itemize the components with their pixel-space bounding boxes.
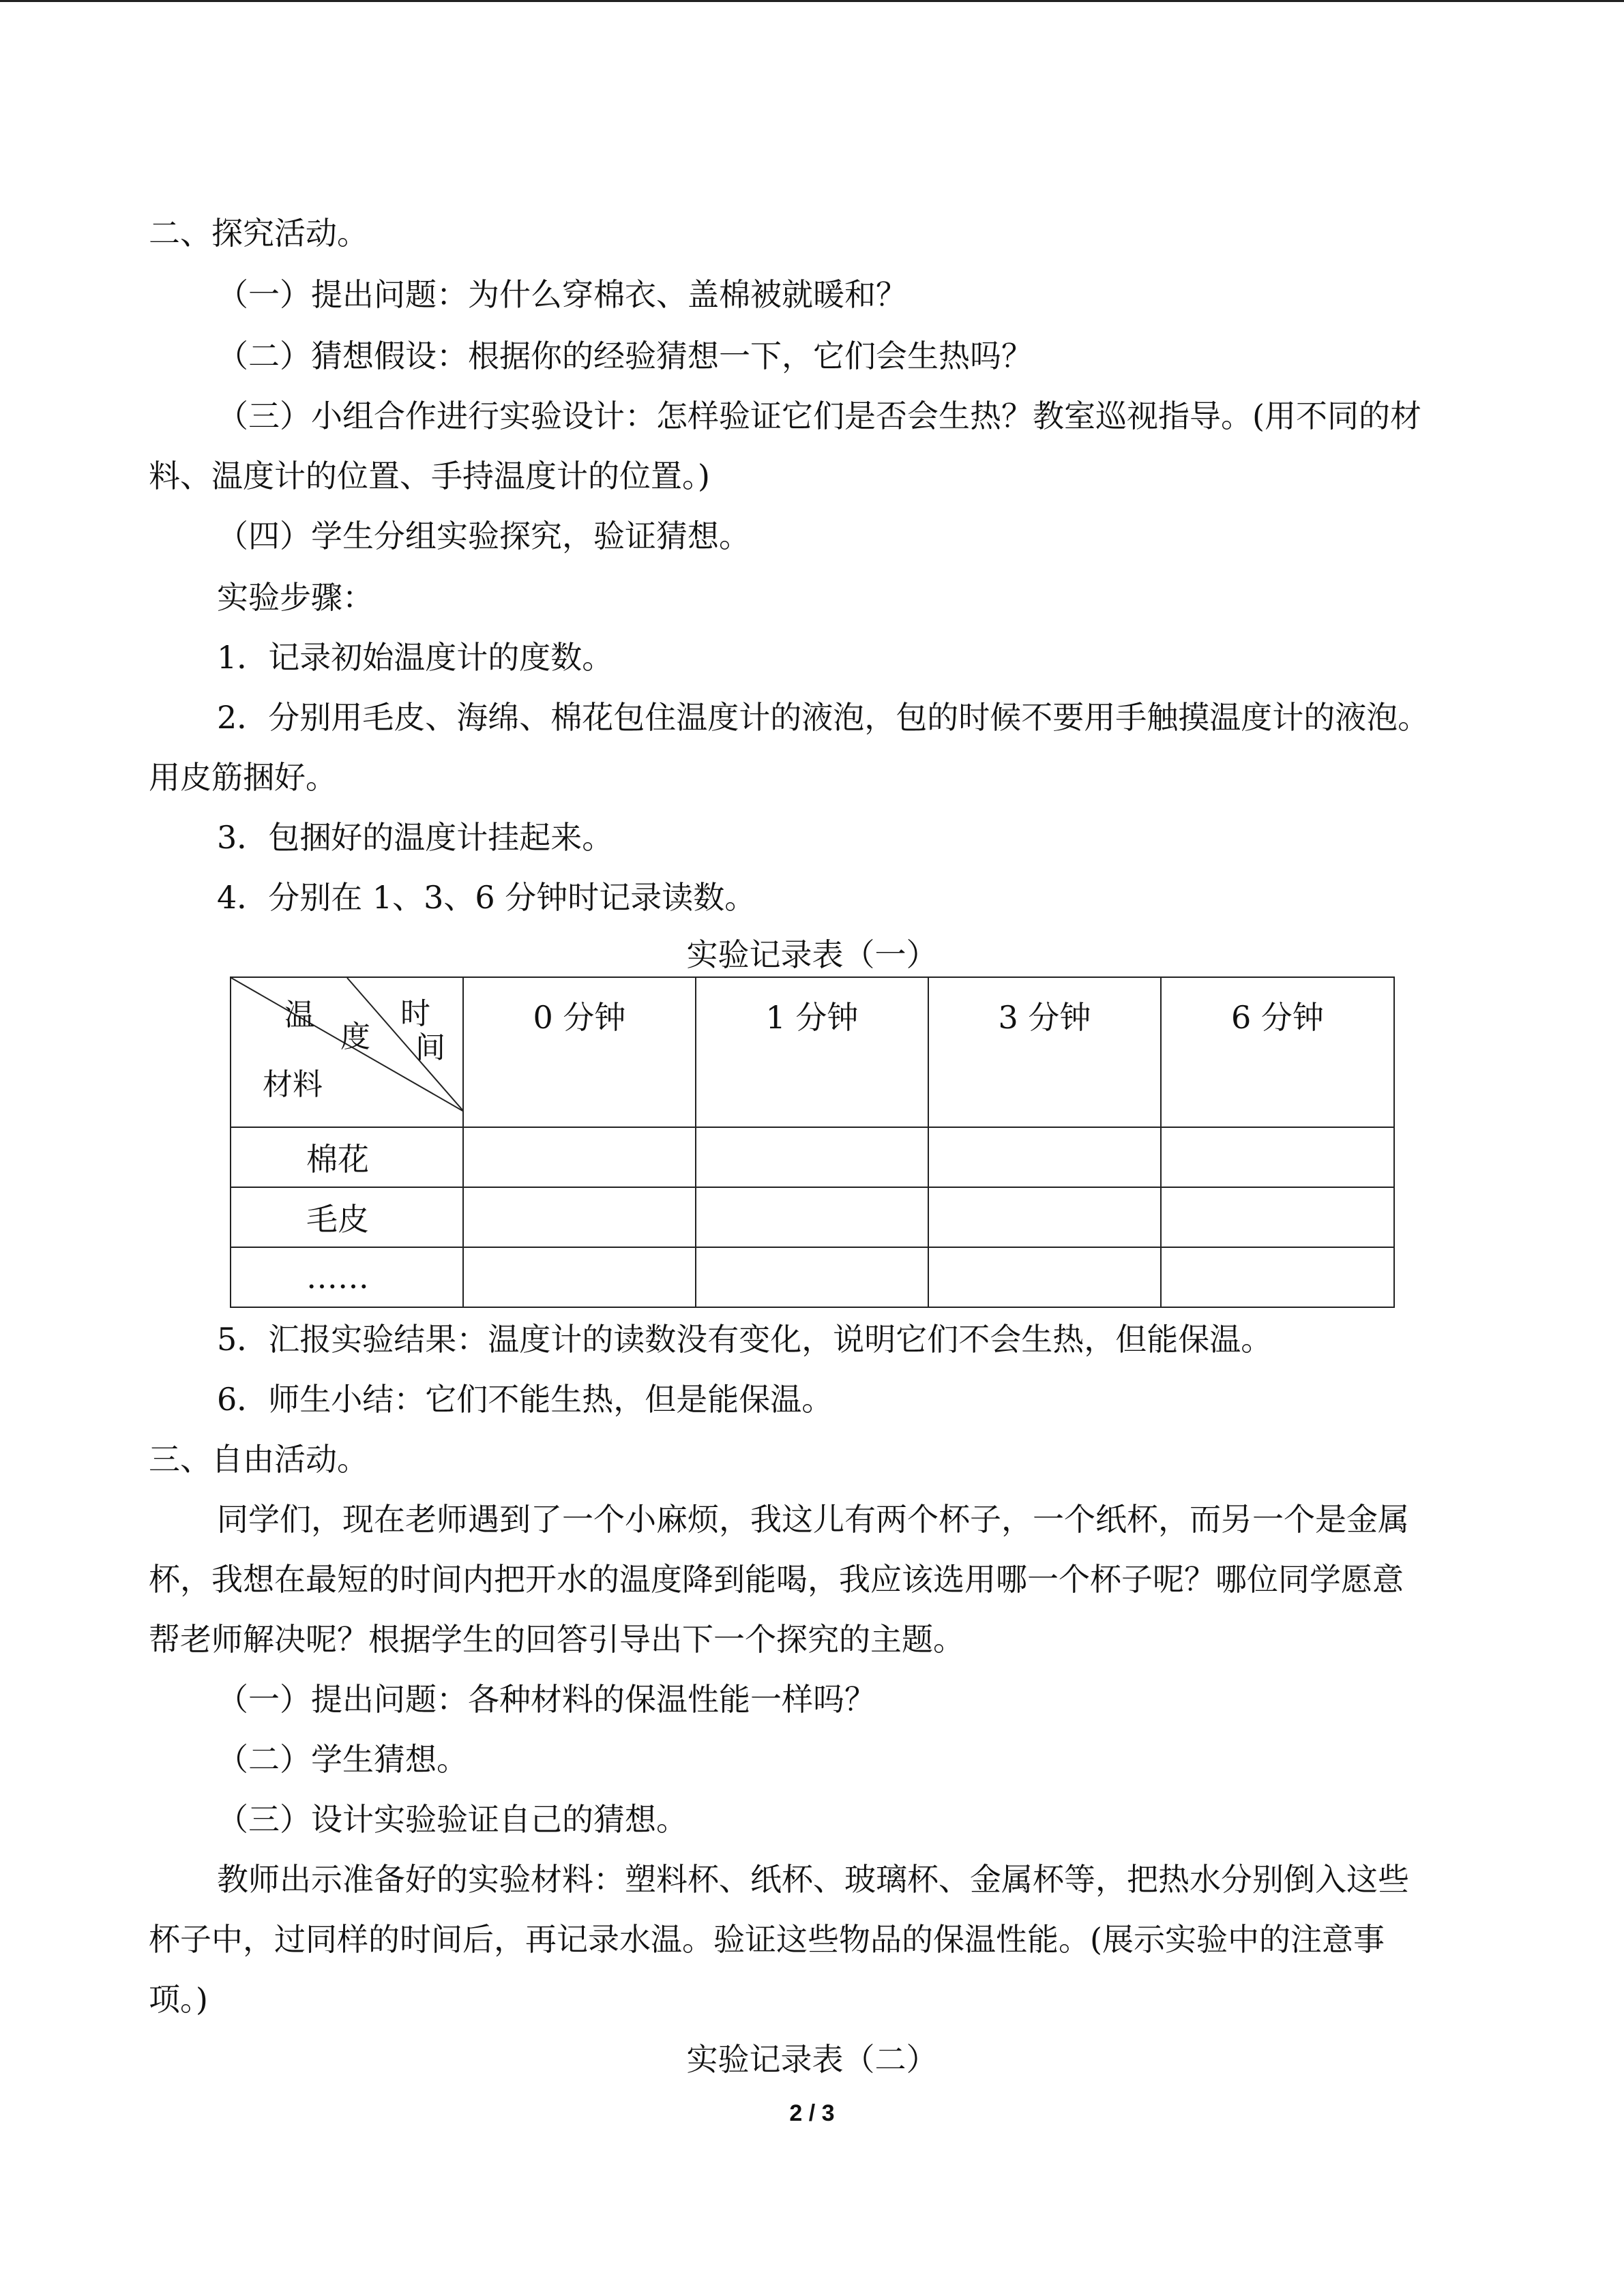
page-number: 2 / 3	[789, 2100, 835, 2126]
table-cell	[696, 1187, 928, 1247]
diag-label-material: 材料	[263, 1067, 323, 1102]
table-cell	[1161, 1187, 1394, 1247]
diag-label-shi: 时	[400, 996, 430, 1031]
table-cell	[463, 1127, 696, 1187]
table-row	[231, 1247, 1394, 1307]
table-cell	[928, 1247, 1161, 1307]
paragraph: 项。)	[149, 1981, 208, 2018]
step-3: 3．包捆好的温度计挂起来。	[217, 819, 614, 856]
paragraph: （一）提出问题：为什么穿棉衣、盖棉被就暖和？	[217, 276, 907, 313]
column-header: 3 分钟	[928, 977, 1161, 1127]
paragraph: 杯子中，过同样的时间后，再记录水温。验证这些物品的保温性能。(展示实验中的注意事	[149, 1921, 1385, 1958]
column-header: 6 分钟	[1161, 977, 1394, 1127]
step-4: 4．分别在 1、3、6 分钟时记录读数。	[217, 879, 756, 916]
paragraph: （三）设计实验验证自己的猜想。	[217, 1801, 688, 1838]
paragraph: 实验步骤：	[217, 579, 374, 616]
row-label: 棉花	[231, 1127, 463, 1187]
paragraph: 教师出示准备好的实验材料：塑料杯、纸杯、玻璃杯、金属杯等，把热水分别倒入这些	[217, 1861, 1409, 1898]
paragraph: （二）猜想假设：根据你的经验猜想一下，它们会生热吗？	[217, 338, 1033, 374]
paragraph: （四）学生分组实验探究，验证猜想。	[217, 518, 750, 554]
column-header: 1 分钟	[696, 977, 928, 1127]
step-2-cont: 用皮筋捆好。	[149, 759, 337, 796]
record-table-1	[230, 976, 1395, 1308]
table-cell	[696, 1127, 928, 1187]
step-6: 6．师生小结：它们不能生热，但是能保温。	[217, 1381, 833, 1418]
table2-caption: 实验记录表（二）	[686, 2041, 938, 2078]
column-header: 0 分钟	[463, 977, 696, 1127]
paragraph: （三）小组合作进行实验设计：怎样验证它们是否会生热？教室巡视指导。(用不同的材	[217, 398, 1421, 434]
diagonal-header-cell	[231, 977, 463, 1127]
step-2: 2．分别用毛皮、海绵、棉花包住温度计的液泡，包的时候不要用手触摸温度计的液泡。	[217, 699, 1430, 736]
row-label: 毛皮	[231, 1187, 463, 1247]
step-5: 5．汇报实验结果：温度计的读数没有变化，说明它们不会生热，但能保温。	[217, 1321, 1273, 1358]
paragraph: 帮老师解决呢？根据学生的回答引导出下一个探究的主题。	[149, 1621, 964, 1658]
diag-label-jian: 间	[415, 1030, 445, 1065]
table-row	[231, 1127, 1394, 1187]
top-border	[0, 0, 1624, 2]
table-cell	[1161, 1127, 1394, 1187]
table-cell	[928, 1127, 1161, 1187]
step-1: 1．记录初始温度计的度数。	[217, 639, 614, 676]
table-cell	[463, 1187, 696, 1247]
table-cell	[696, 1247, 928, 1307]
table-row	[231, 1187, 1394, 1247]
paragraph: （一）提出问题：各种材料的保温性能一样吗？	[217, 1681, 876, 1718]
diag-label-wen: 温	[284, 998, 314, 1032]
section-heading-explore: 二、探究活动。	[149, 215, 368, 252]
diag-label-du: 度	[340, 1019, 370, 1054]
table-cell	[1161, 1247, 1394, 1307]
paragraph: 同学们，现在老师遇到了一个小麻烦，我这儿有两个杯子，一个纸杯，而另一个是金属	[217, 1501, 1409, 1538]
paragraph: 杯，我想在最短的时间内把开水的温度降到能喝，我应该选用哪一个杯子呢？哪位同学愿意	[149, 1561, 1404, 1598]
paragraph: （二）学生猜想。	[217, 1741, 468, 1778]
table-cell	[928, 1187, 1161, 1247]
table-cell	[463, 1247, 696, 1307]
table1-caption: 实验记录表（一）	[686, 936, 938, 973]
paragraph: 料、温度计的位置、手持温度计的位置。)	[149, 458, 710, 494]
section-heading-free: 三、自由活动。	[149, 1441, 368, 1478]
row-label: ……	[231, 1247, 463, 1307]
